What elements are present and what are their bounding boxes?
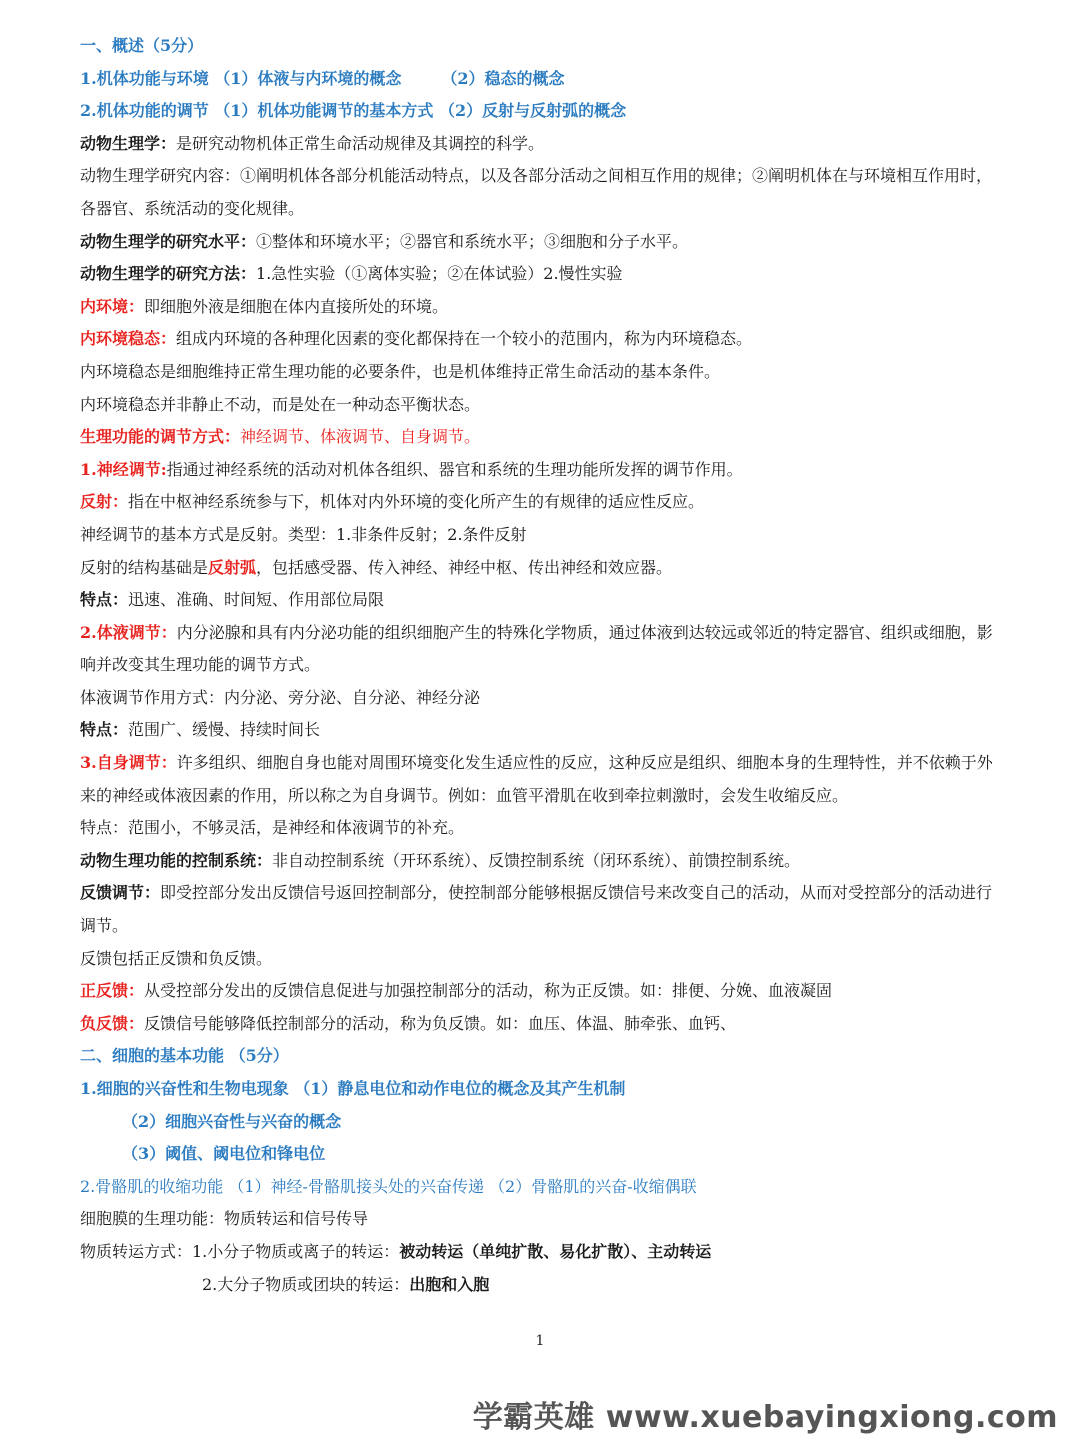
term: 内环境稳态：: [80, 329, 177, 349]
topic-subline: （2）细胞兴奋性与兴奋的概念: [122, 1111, 342, 1131]
definition: 指通过神经系统的活动对机体各组织、器官和系统的生理功能所发挥的调节作用。: [166, 459, 743, 479]
term: 反射：: [80, 492, 129, 512]
text: 物质转运方式：1.小分子物质或离子的转运：: [80, 1241, 400, 1261]
paragraph: [80, 1236, 1000, 1269]
topic-line-3: 1.细胞的兴奋性和生物电现象 （1）静息电位和动作电位的概念及其产生机制: [80, 1079, 626, 1098]
definition: 即细胞外液是细胞在体内直接所处的环境。: [144, 296, 449, 316]
term: 动物生理学：: [80, 133, 177, 153]
paragraph: 神经调节的基本方式是反射。类型：1.非条件反射；2.条件反射: [80, 524, 527, 544]
term: 被动转运（单纯扩散、易化扩散）、主动转运: [399, 1241, 712, 1261]
paragraph: [80, 714, 1000, 747]
paragraph: 体液调节作用方式：内分泌、旁分泌、自分泌、神经分泌: [80, 687, 481, 707]
paragraph: [80, 1269, 1000, 1302]
term: 反馈调节：: [80, 883, 161, 903]
paragraph: [80, 323, 1000, 356]
topic-text: 1.机体功能与环境 （1）体液与内环境的概念: [80, 68, 402, 88]
paragraph: [80, 226, 1000, 259]
definition: 是研究动物机体正常生命活动规律及其调控的科学。: [176, 133, 545, 153]
paragraph: [80, 486, 1000, 519]
section-heading-1: 一、概述（5分）: [80, 36, 204, 55]
paragraph: [80, 454, 1000, 487]
definition: 反馈信号能够降低控制部分的活动，称为负反馈。如：血压、体温、肺牵张、血钙、: [144, 1013, 737, 1033]
definition: 指在中枢神经系统参与下，机体对内外环境的变化所产生的有规律的适应性反应。: [128, 492, 705, 512]
paragraph: [80, 617, 1000, 682]
definition: 组成内环境的各种理化因素的变化都保持在一个较小的范围内，称为内环境稳态。: [176, 329, 753, 349]
term: 特点：: [80, 720, 129, 740]
term: 反射弧: [208, 557, 257, 577]
definition: 范围广、缓慢、持续时间长: [128, 720, 321, 740]
topic-text: （2）稳态的概念: [441, 68, 565, 88]
term: 动物生理功能的控制系统：: [80, 850, 273, 870]
definition: 从受控部分发出的反馈信息促进与加强控制部分的活动，称为正反馈。如：排便、分娩、血液凝固: [144, 981, 833, 1001]
definition: ①整体和环境水平；②器官和系统水平；③细胞和分子水平。: [256, 231, 689, 251]
section-heading-2: 二、细胞的基本功能 （5分）: [80, 1046, 289, 1066]
term: 3.自身调节：: [80, 753, 177, 773]
definition: 许多组织、细胞自身也能对周围环境变化发生适应性的反应，这种反应是组织、细胞本身的生理特性，并不依赖于外来的神经或体液因素的作用，所以称之为自身调节。例如：血管平滑肌在收到牵拉刺激时，会发生收缩反应。: [80, 753, 993, 805]
paragraph: [80, 877, 1000, 942]
paragraph: 动物生理学研究内容：①阐明机体各部分机能活动特点，以及各部分活动之间相互作用的规律；②阐明机体在与环境相互作用时，各器官、系统活动的变化规律。: [80, 166, 993, 218]
topic-line-1: [80, 63, 1000, 96]
definition: 1.急性实验（①离体实验；②在体试验）2.慢性实验: [256, 264, 623, 284]
paragraph: 内环境稳态是细胞维持正常生理功能的必要条件，也是机体维持正常生命活动的基本条件。: [80, 361, 721, 381]
term: 出胞和入胞: [409, 1274, 490, 1294]
term: 负反馈：: [80, 1013, 145, 1033]
paragraph: 内环境稳态并非静止不动，而是处在一种动态平衡状态。: [80, 394, 481, 414]
site-watermark: 学霸英雄 www.xuebayingxiong.com: [472, 1400, 1058, 1435]
term: 内环境：: [80, 296, 145, 316]
definition: 即受控部分发出反馈信号返回控制部分，使控制部分能够根据反馈信号来改变自己的活动，从而对受控部分的活动进行调节。: [80, 883, 993, 936]
term: 特点：: [80, 590, 129, 610]
paragraph: 特点：范围小，不够灵活，是神经和体液调节的补充。: [80, 818, 465, 838]
term: 2.体液调节：: [80, 622, 177, 642]
paragraph: [80, 584, 1000, 617]
page-number: 1: [535, 1333, 545, 1349]
term: 1.神经调节:: [80, 459, 167, 479]
paragraph: [80, 747, 1000, 812]
paragraph: 细胞膜的生理功能：物质转运和信号传导: [80, 1209, 369, 1229]
paragraph: 反馈包括正反馈和负反馈。: [80, 948, 273, 968]
paragraph: [80, 258, 1000, 291]
topic-subline: （3）阈值、阈电位和锋电位: [122, 1144, 326, 1164]
text: 2.大分子物质或团块的转运：: [202, 1274, 410, 1294]
paragraph: [80, 552, 1000, 585]
topic-line-2: 2.机体功能的调节 （1）机体功能调节的基本方式 （2）反射与反射弧的概念: [80, 101, 627, 121]
term: 正反馈：: [80, 981, 145, 1001]
text: 反射的结构基础是: [80, 557, 209, 577]
paragraph: [80, 128, 1000, 161]
term: 生理功能的调节方式：: [80, 427, 241, 447]
definition: 神经调节、体液调节、自身调节。: [240, 427, 481, 447]
paragraph: [80, 291, 1000, 324]
text: ，包括感受器、传入神经、神经中枢、传出神经和效应器。: [256, 557, 673, 577]
term: 动物生理学的研究方法：: [80, 264, 257, 284]
paragraph: [80, 845, 1000, 878]
definition: 内分泌腺和具有内分泌功能的组织细胞产生的特殊化学物质，通过体液到达较远或邻近的特定器官、组织或细胞，影响并改变其生理功能的调节方式。: [80, 622, 993, 675]
document-page: [80, 30, 1000, 1301]
definition: 非自动控制系统（开环系统）、反馈控制系统（闭环系统）、前馈控制系统。: [272, 850, 801, 870]
paragraph: [80, 1008, 1000, 1041]
term: 动物生理学的研究水平：: [80, 231, 257, 251]
definition: 迅速、准确、时间短、作用部位局限: [128, 590, 385, 610]
paragraph: [80, 421, 1000, 454]
topic-line-4: 2.骨骼肌的收缩功能 （1）神经-骨骼肌接头处的兴奋传递 （2）骨骼肌的兴奋-收缩偶联: [80, 1176, 697, 1196]
paragraph: [80, 975, 1000, 1008]
